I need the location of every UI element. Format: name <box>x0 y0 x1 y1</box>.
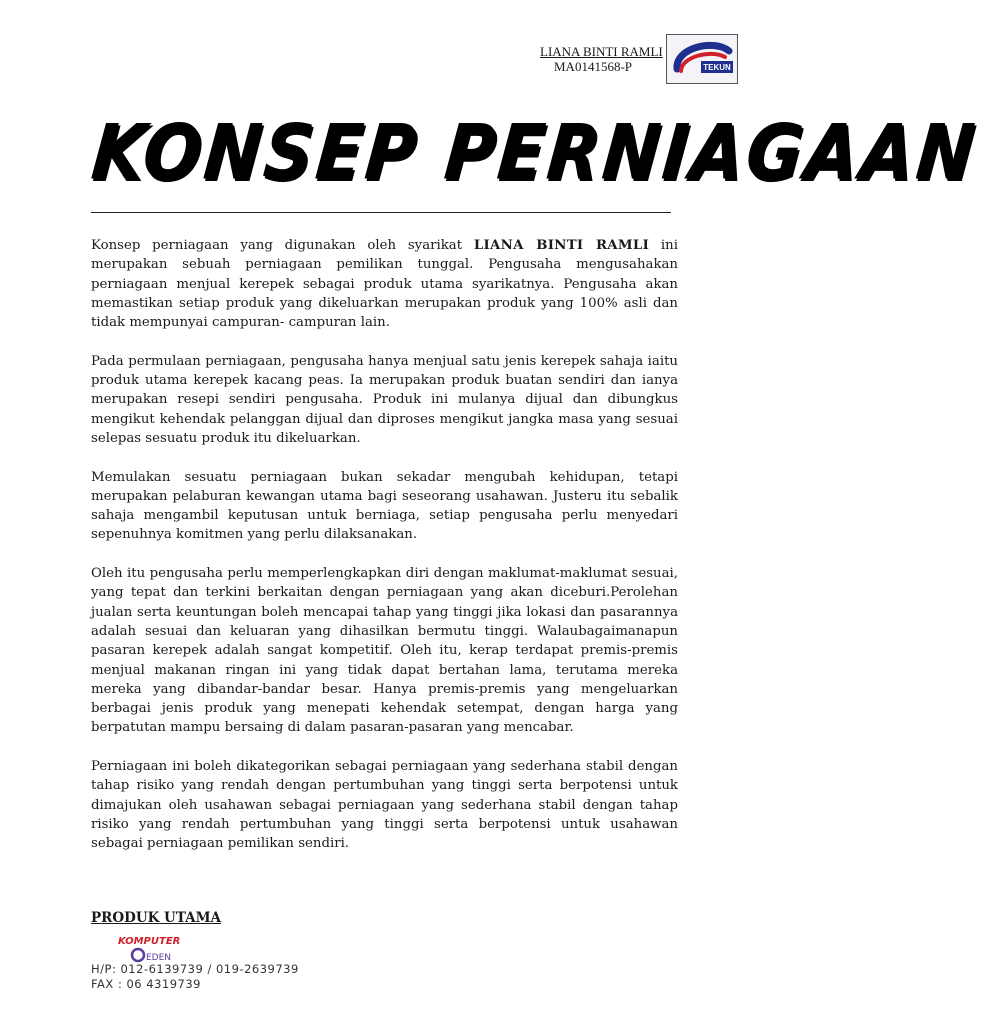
paragraph-4: Oleh itu pengusaha perlu memperlengkapkan diri dengan maklumat-maklumat sesuai, yang tepat dan terkini berkaitan dengan perniagaan yang akan diceburi.Perolehan jualan serta keuntungan boleh mencapai tahap yang tinggi jika lokasi dan pasarannya adalah sesuai dan keluaran yang dihasilkan bermutu tinggi. Walaubagaimanapun pasaran kerepek adalah sangat kompetitif. Oleh itu, kerap terdapat premis-premis menjual makanan ringan ini yang tidak dapat bertahan lama, terutama mereka mereka yang dibandar-bandar besar. Hanya premis-premis yang mengeluarkan berbagai jenis produk yang menepati kehendak setempat, dengan harga yang berpatutan mampu bersaing di dalam pasaran-pasaran yang mencabar. <box>91 566 678 736</box>
paragraph-2: Pada permulaan perniagaan, pengusaha hanya menjual satu jenis kerepek sahaja iaitu produk utama kerepek kacang peas. Ia merupakan produk buatan sendiri dan ianya merupakan resepi sendiri pengusaha. Produk ini mulanya dijual dan dibungkus mengikut kehendak pelanggan dijual dan diproses mengikut jangka masa yang sesuai selepas sesuatu produk itu dikeluarkan. <box>91 353 678 446</box>
title-divider <box>91 212 671 213</box>
author-name: LIANA BINTI RAMLI <box>540 44 663 59</box>
paragraph-5: Perniagaan ini boleh dikategorikan sebagai perniagaan yang sederhana stabil dengan tahap risiko yang rendah dengan pertumbuhan yang tinggi serta berpotensi untuk dimajukan oleh usahawan sebagai perniagaan yang sederhana stabil dengan tahap risiko yang rendah pertumbuhan yang tinggi serta berpotensi untuk usahawan sebagai perniagaan pemilikan sendiri. <box>91 759 678 852</box>
paragraph-1-lead: Konsep perniagaan yang digunakan oleh syarikat <box>91 238 474 253</box>
paragraph-1-rest: ini merupakan sebuah perniagaan pemilikan tunggal. Pengusaha mengusahakan perniagaan menjual kerepek sebagai produk utama syarikatnya. Pengusaha akan memastikan setiap produk yang dikeluarkan merupakan produk yang 100% asli dan tidak mempunyai campuran- campuran lain. <box>91 238 678 331</box>
logo-line-2: EDEN <box>146 953 172 963</box>
contact-info <box>91 962 299 992</box>
paragraph-3: Memulakan sesuatu perniagaan bukan sekadar mengubah kehidupan, tetapi merupakan pelaburan kewangan utama bagi seseorang usahawan. Justeru itu sebalik sahaja mengambil keputusan untuk berniaga, setiap pengusaha perlu menyedari sepenuhnya komitmen yang perlu dilaksanakan. <box>91 469 678 543</box>
author-block <box>540 44 663 74</box>
page-title: KONSEP PERNIAGAAN <box>87 109 981 198</box>
tekun-logo-text: TEKUN <box>703 63 731 72</box>
company-name: LIANA BINTI RAMLI <box>473 238 650 253</box>
logo-line-1: KOMPUTER <box>118 936 181 947</box>
fax-number: FAX : 06 4319739 <box>91 977 201 991</box>
document-body <box>91 236 678 873</box>
section-heading-produk-utama: PRODUK UTAMA <box>91 910 222 926</box>
paragraph-1 <box>91 236 678 332</box>
komputer-eden-logo <box>116 933 196 963</box>
phone-number: H/P: 012-6139739 / 019-2639739 <box>91 962 299 976</box>
tekun-logo <box>666 34 738 84</box>
author-id: MA0141568-P <box>554 59 633 74</box>
